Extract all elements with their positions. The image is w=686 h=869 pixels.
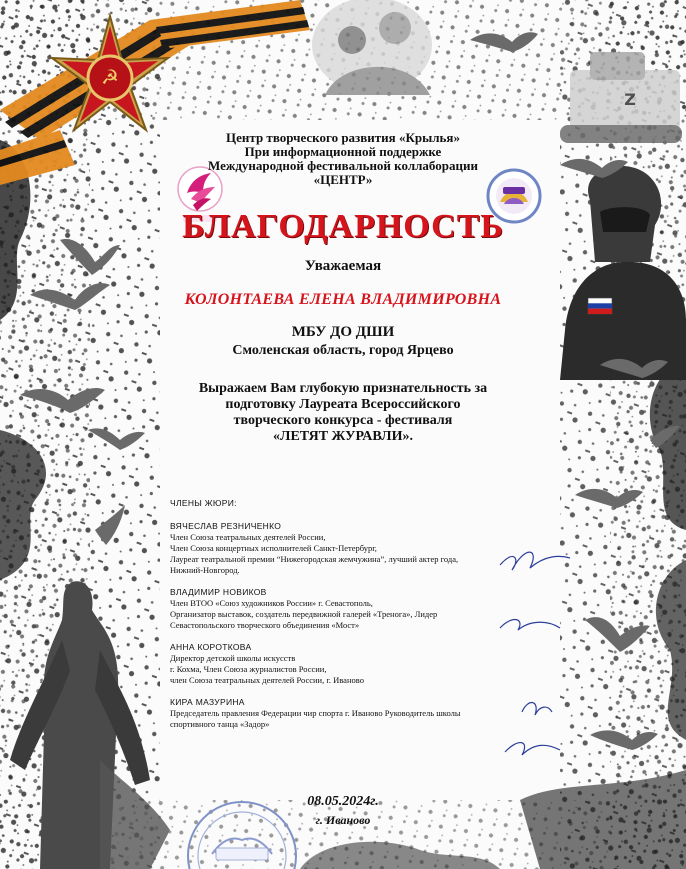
issue-date: 08.05.2024г. xyxy=(307,794,379,809)
svg-text:Z: Z xyxy=(624,90,636,109)
certificate-title: БЛАГОДАРНОСТЬ xyxy=(182,208,504,245)
jury-member-line: спортивного танца «Задор» xyxy=(170,719,270,729)
thanks-line-4: «ЛЕТЯТ ЖУРАВЛИ». xyxy=(273,429,413,444)
jury-member-line: Нижний-Новгород. xyxy=(170,565,240,575)
jury-member-name: ВЛАДИМИР НОВИКОВ xyxy=(170,587,267,597)
jury-member-line: член Союза театральных деятелей России, г. Иваново xyxy=(170,675,364,685)
jury-member-name: АННА КОРОТКОВА xyxy=(170,642,252,652)
organizer-line-2: При информационной поддержке xyxy=(244,144,442,159)
recipient-organization: МБУ ДО ДШИ xyxy=(291,324,395,340)
organizer-line-1: Центр творческого развития «Крылья» xyxy=(226,130,460,145)
jury-member-line: Организатор выставок, создатель передвижной галерей «Тренога», Лидер xyxy=(170,609,438,619)
thanks-line-2: подготовку Лауреата Всероссийского xyxy=(225,397,461,412)
jury-signatures-icon xyxy=(500,552,570,755)
jury-member-line: Севастопольского творческого объединения «Мост» xyxy=(170,620,360,630)
jury-member-line: Член ВТОО «Союз художников России» г. Севастополь, xyxy=(170,598,373,608)
jury-member-name: КИРА МАЗУРИНА xyxy=(170,697,245,707)
jury-member-line: Член Союза театральных деятелей России, xyxy=(170,532,326,542)
organizer-line-4: «ЦЕНТР» xyxy=(313,172,373,187)
recipient-region: Смоленская область, город Ярцево xyxy=(232,343,454,358)
issue-city: г. Иваново xyxy=(315,813,371,827)
jury-member-name: ВЯЧЕСЛАВ РЕЗНИЧЕНКО xyxy=(170,521,282,531)
jury-member-line: Лауреат театральной премии “Нижегородская жемчужина”, лучший актер года, xyxy=(170,554,459,564)
salutation: Уважаемая xyxy=(304,258,382,274)
svg-text:☭: ☭ xyxy=(101,65,119,89)
jury-member-line: Член Союза концертных исполнителей Санкт-Петербург, xyxy=(170,543,377,553)
thanks-line-1: Выражаем Вам глубокую признательность за xyxy=(198,381,488,396)
jury-member-line: Председатель правления Федерации чир спорта г. Иваново Руководитель школы xyxy=(170,708,461,718)
thanks-line-3: творческого конкурса - фестиваля xyxy=(233,413,453,428)
jury-heading: ЧЛЕНЫ ЖЮРИ: xyxy=(170,498,237,508)
recipient-name: КОЛОНТАЕВА ЕЛЕНА ВЛАДИМИРОВНА xyxy=(184,291,502,308)
jury-member-line: Директор детской школы искусств xyxy=(170,653,296,663)
jury-member-line: г. Кохма, Член Союза журналистов России, xyxy=(170,664,327,674)
organizer-line-3: Международной фестивальной коллаборации xyxy=(208,158,478,173)
jury-block xyxy=(170,498,461,730)
